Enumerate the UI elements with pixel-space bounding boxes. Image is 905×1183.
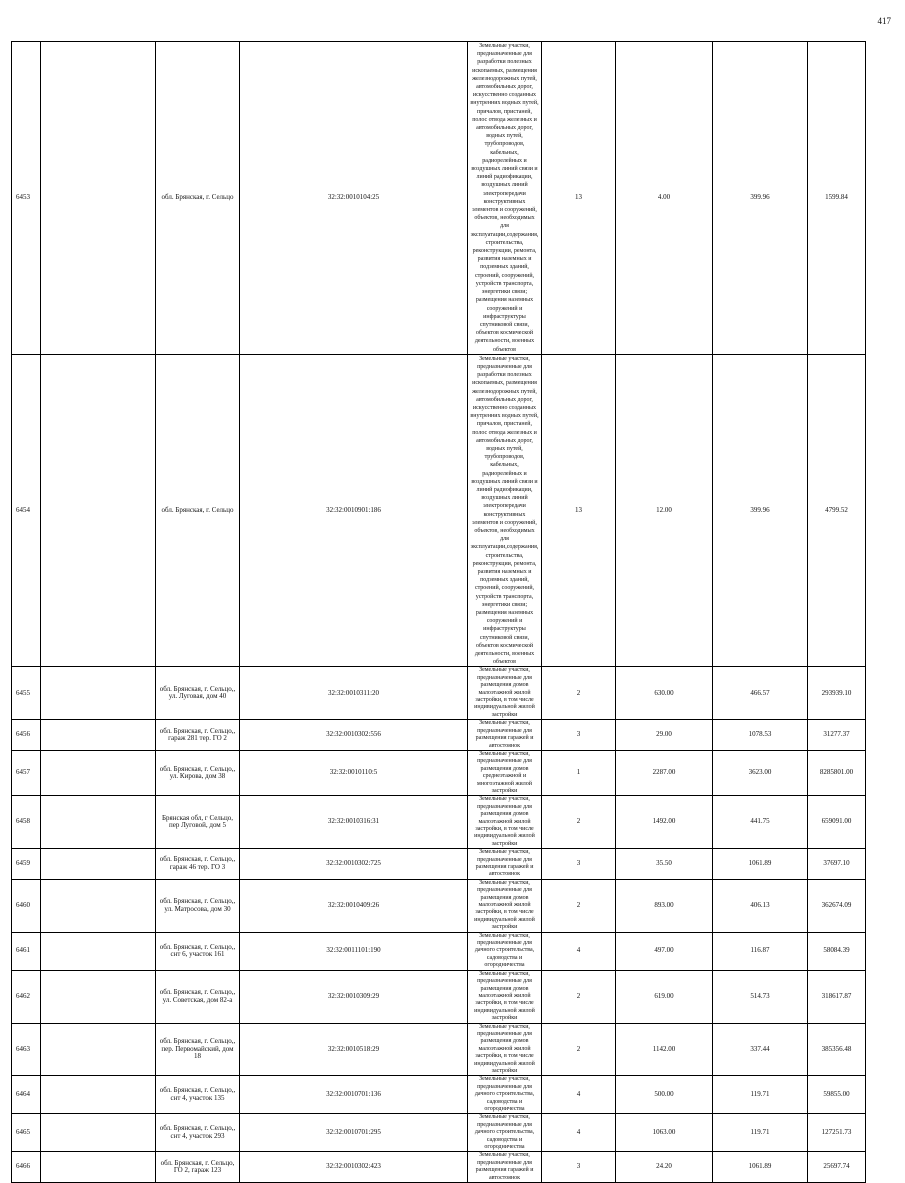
land-use-cell: Земельные участки, предназначенные для разработки полезных ископаемых, размещения железнодорожных путей, автомобильных дорог, искусственно созданных внутренних водных путей, причалов, пристаней, полос отвода железных и автомобильных дорог, водных путей, трубопроводов, кабельных, радиорелейных и воздушных линий связи и линий радиофикации, воздушных линий электропередачи конструктивных элементов и сооружений, объектов, необходимых для эксплуатации,содержания, строительства, реконструкции, ремонта, развития наземных и подземных зданий, строений, сооружений, устройств транспорта, энергетики связи; размещения наземных сооружений и инфраструктуры спутниковой связи, объектов космической деятельности, военных объектов [468, 42, 542, 355]
category-code-cell: 13 [542, 354, 616, 667]
cadastral-value-cell: 4799.52 [808, 354, 866, 667]
rate-cell: 119.71 [713, 1114, 808, 1152]
cadastral-value-cell: 31277.37 [808, 720, 866, 751]
area-cell: 630.00 [616, 667, 713, 720]
rate-cell: 514.73 [713, 970, 808, 1023]
land-use-cell: Земельные участки, предназначенные для дачного строительства, садоводства и огородничества [468, 1076, 542, 1114]
cadastral-value-table [11, 41, 866, 1183]
land-use-cell: Земельные участки, предназначенные для размещения домов малоэтажной жилой застройки, в том числе индивидуальной жилой застройки [468, 879, 542, 932]
area-cell: 619.00 [616, 970, 713, 1023]
area-cell: 500.00 [616, 1076, 713, 1114]
empty-cell [41, 42, 156, 355]
rate-cell: 1061.89 [713, 1152, 808, 1183]
category-code-cell: 4 [542, 1076, 616, 1114]
table-row [12, 354, 866, 667]
cadastral-number-cell: 32:32:0010901:186 [240, 354, 468, 667]
area-cell: 1492.00 [616, 796, 713, 849]
category-code-cell: 1 [542, 750, 616, 795]
address-cell: Брянская обл, г Сельцо, пер Луговой, дом 5 [156, 796, 240, 849]
land-use-cell: Земельные участки, предназначенные для разработки полезных ископаемых, размещения железнодорожных путей, автомобильных дорог, искусственно созданных внутренних водных путей, причалов, пристаней, полос отвода железных и автомобильных дорог, водных путей, трубопроводов, кабельных, радиорелейных и воздушных линий связи и линий радиофикации, воздушных линий электропередачи конструктивных элементов и сооружений, объектов, необходимых для эксплуатации,содержания, строительства, реконструкции, ремонта, развития наземных и подземных зданий, строений, сооружений, устройств транспорта, энергетики связи; размещения наземных сооружений и инфраструктуры спутниковой связи, объектов космической деятельности, военных объектов [468, 354, 542, 667]
cadastral-number-cell: 32:32:0010316:31 [240, 796, 468, 849]
cadastral-value-cell: 59855.00 [808, 1076, 866, 1114]
row-number: 6453 [12, 42, 41, 355]
address-cell: обл. Брянская, г. Сельцо,, снт 4, участок 293 [156, 1114, 240, 1152]
cadastral-number-cell: 32:32:0010110:5 [240, 750, 468, 795]
address-cell: обл. Брянская, г. Сельцо,, пер. Первомайский, дом 18 [156, 1023, 240, 1076]
rate-cell: 441.75 [713, 796, 808, 849]
land-use-cell: Земельные участки, предназначенные для размещения домов малоэтажной жилой застройки, в том числе индивидуальной жилой застройки [468, 1023, 542, 1076]
land-use-cell: Земельные участки, предназначенные для размещения домов малоэтажной жилой застройки, в том числе индивидуальной жилой застройки [468, 667, 542, 720]
cadastral-number-cell: 32:32:0010302:725 [240, 849, 468, 880]
land-use-cell: Земельные участки, предназначенные для размещения гаражей и автостоянок [468, 720, 542, 751]
empty-cell [41, 970, 156, 1023]
area-cell: 497.00 [616, 932, 713, 970]
land-use-cell: Земельные участки, предназначенные для дачного строительства, садоводства и огородничества [468, 1114, 542, 1152]
address-cell: обл. Брянская, г. Сельцо,, ул. Матросова, дом 30 [156, 879, 240, 932]
cadastral-value-cell: 659091.00 [808, 796, 866, 849]
empty-cell [41, 750, 156, 795]
category-code-cell: 2 [542, 1023, 616, 1076]
row-number: 6462 [12, 970, 41, 1023]
cadastral-number-cell: 32:32:0010309:29 [240, 970, 468, 1023]
rate-cell: 119.71 [713, 1076, 808, 1114]
table-row [12, 1076, 866, 1114]
row-number: 6456 [12, 720, 41, 751]
address-cell: обл. Брянская, г. Сельцо,, снт 4, участок 135 [156, 1076, 240, 1114]
row-number: 6460 [12, 879, 41, 932]
empty-cell [41, 932, 156, 970]
area-cell: 24.20 [616, 1152, 713, 1183]
empty-cell [41, 796, 156, 849]
cadastral-value-cell: 58084.39 [808, 932, 866, 970]
empty-cell [41, 720, 156, 751]
rate-cell: 399.96 [713, 42, 808, 355]
table-row [12, 932, 866, 970]
cadastral-number-cell: 32:32:0010302:556 [240, 720, 468, 751]
rate-cell: 1078.53 [713, 720, 808, 751]
land-use-cell: Земельные участки, предназначенные для дачного строительства, садоводства и огородничества [468, 932, 542, 970]
category-code-cell: 13 [542, 42, 616, 355]
table-body [12, 42, 866, 1183]
empty-cell [41, 1023, 156, 1076]
row-number: 6461 [12, 932, 41, 970]
rate-cell: 337.44 [713, 1023, 808, 1076]
row-number: 6466 [12, 1152, 41, 1183]
land-use-cell: Земельные участки, предназначенные для размещения домов малоэтажной жилой застройки, в том числе индивидуальной жилой застройки [468, 970, 542, 1023]
row-number: 6455 [12, 667, 41, 720]
address-cell: обл. Брянская, г. Сельцо,, ул. Кирова, дом 38 [156, 750, 240, 795]
table-row [12, 796, 866, 849]
table-row [12, 1114, 866, 1152]
empty-cell [41, 1076, 156, 1114]
address-cell: обл. Брянская, г. Сельцо, ГО 2, гараж 123 [156, 1152, 240, 1183]
cadastral-value-cell: 127251.73 [808, 1114, 866, 1152]
address-cell: обл. Брянская, г. Сельцо,, ул. Луговая, дом 40 [156, 667, 240, 720]
cadastral-number-cell: 32:32:0010701:295 [240, 1114, 468, 1152]
table-row [12, 1023, 866, 1076]
category-code-cell: 3 [542, 849, 616, 880]
cadastral-number-cell: 32:32:0010311:20 [240, 667, 468, 720]
address-cell: обл. Брянская, г. Сельцо,, ул. Советская, дом 82-а [156, 970, 240, 1023]
land-use-cell: Земельные участки, предназначенные для размещения домов среднеэтажной и многоэтажной жилой застройки [468, 750, 542, 795]
address-cell: обл. Брянская, г. Сельцо [156, 354, 240, 667]
empty-cell [41, 849, 156, 880]
area-cell: 4.00 [616, 42, 713, 355]
table-row [12, 1152, 866, 1183]
rate-cell: 1061.89 [713, 849, 808, 880]
land-use-cell: Земельные участки, предназначенные для размещения гаражей и автостоянок [468, 849, 542, 880]
cadastral-value-cell: 293939.10 [808, 667, 866, 720]
rate-cell: 466.57 [713, 667, 808, 720]
row-number: 6464 [12, 1076, 41, 1114]
category-code-cell: 3 [542, 1152, 616, 1183]
cadastral-number-cell: 32:32:0010104:25 [240, 42, 468, 355]
cadastral-value-cell: 8285801.00 [808, 750, 866, 795]
table-row [12, 42, 866, 355]
empty-cell [41, 1152, 156, 1183]
row-number: 6458 [12, 796, 41, 849]
empty-cell [41, 354, 156, 667]
table-row [12, 667, 866, 720]
cadastral-value-cell: 1599.84 [808, 42, 866, 355]
address-cell: обл. Брянская, г. Сельцо [156, 42, 240, 355]
address-cell: обл. Брянская, г. Сельцо,, гараж 46 тер. ГО 3 [156, 849, 240, 880]
row-number: 6457 [12, 750, 41, 795]
area-cell: 1063.00 [616, 1114, 713, 1152]
land-use-cell: Земельные участки, предназначенные для размещения гаражей и автостоянок [468, 1152, 542, 1183]
page-number: 417 [877, 16, 891, 26]
row-number: 6454 [12, 354, 41, 667]
category-code-cell: 2 [542, 667, 616, 720]
area-cell: 1142.00 [616, 1023, 713, 1076]
cadastral-number-cell: 32:32:0010409:26 [240, 879, 468, 932]
row-number: 6459 [12, 849, 41, 880]
empty-cell [41, 667, 156, 720]
category-code-cell: 3 [542, 720, 616, 751]
table-row [12, 720, 866, 751]
category-code-cell: 2 [542, 796, 616, 849]
area-cell: 2287.00 [616, 750, 713, 795]
area-cell: 29.00 [616, 720, 713, 751]
land-use-cell: Земельные участки, предназначенные для размещения домов малоэтажной жилой застройки, в том числе индивидуальной жилой застройки [468, 796, 542, 849]
row-number: 6465 [12, 1114, 41, 1152]
address-cell: обл. Брянская, г. Сельцо,, снт 6, участок 161 [156, 932, 240, 970]
rate-cell: 406.13 [713, 879, 808, 932]
category-code-cell: 2 [542, 879, 616, 932]
empty-cell [41, 1114, 156, 1152]
cadastral-value-cell: 25697.74 [808, 1152, 866, 1183]
area-cell: 12.00 [616, 354, 713, 667]
cadastral-value-cell: 318617.87 [808, 970, 866, 1023]
cadastral-value-cell: 385356.48 [808, 1023, 866, 1076]
row-number: 6463 [12, 1023, 41, 1076]
category-code-cell: 2 [542, 970, 616, 1023]
cadastral-number-cell: 32:32:0010518:29 [240, 1023, 468, 1076]
table-row [12, 750, 866, 795]
table-row [12, 879, 866, 932]
cadastral-number-cell: 32:32:0010302:423 [240, 1152, 468, 1183]
rate-cell: 399.96 [713, 354, 808, 667]
area-cell: 35.50 [616, 849, 713, 880]
cadastral-number-cell: 32:32:0010701:136 [240, 1076, 468, 1114]
cadastral-value-cell: 362674.09 [808, 879, 866, 932]
cadastral-value-cell: 37697.10 [808, 849, 866, 880]
rate-cell: 116.87 [713, 932, 808, 970]
empty-cell [41, 879, 156, 932]
category-code-cell: 4 [542, 932, 616, 970]
table-row [12, 970, 866, 1023]
cadastral-number-cell: 32:32:0011101:190 [240, 932, 468, 970]
category-code-cell: 4 [542, 1114, 616, 1152]
area-cell: 893.00 [616, 879, 713, 932]
address-cell: обл. Брянская, г. Сельцо,, гараж 281 тер. ГО 2 [156, 720, 240, 751]
table-row [12, 849, 866, 880]
rate-cell: 3623.00 [713, 750, 808, 795]
